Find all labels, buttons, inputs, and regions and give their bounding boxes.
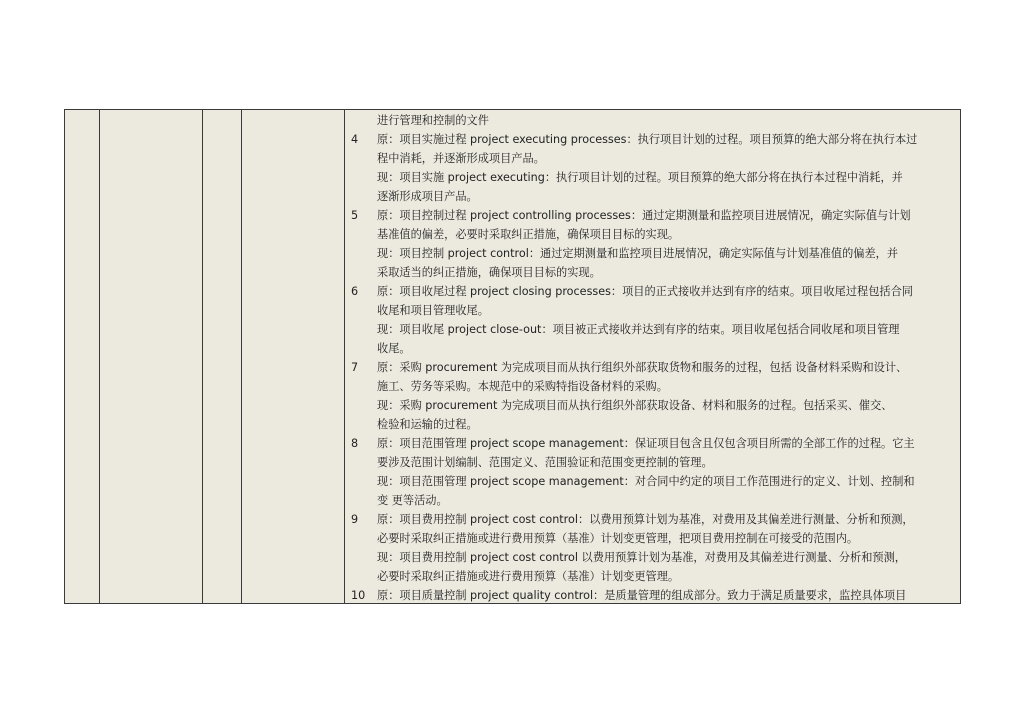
- item-number: 10: [351, 589, 366, 602]
- line-text: 检验和运输的过程。: [377, 418, 478, 431]
- line-text: 原：项目质量控制 project quality control：是质量管理的组成部分。致力于满足质量要求，监控具体项目: [377, 589, 907, 602]
- text-line: [345, 130, 960, 149]
- line-text: 必要时采取纠正措施或进行费用预算（基准）计划变更管理。: [377, 570, 680, 583]
- column-divider: [99, 110, 100, 603]
- line-text: 采取适当的纠正措施，确保项目目标的实现。: [377, 266, 601, 279]
- line-text: 现：项目控制 project control：通过定期测量和监控项目进展情况，确定实际值与计划基准值的偏差，并: [377, 247, 899, 260]
- line-text: 逐渐形成项目产品。: [377, 190, 478, 203]
- text-line: [345, 358, 960, 377]
- column-divider: [202, 110, 203, 603]
- item-number: 7: [351, 361, 359, 374]
- text-line: [345, 149, 960, 168]
- item-number: 4: [351, 133, 359, 146]
- text-line: [345, 510, 960, 529]
- text-line: [345, 529, 960, 548]
- text-line: [345, 282, 960, 301]
- line-text: 现：项目实施 project executing：执行项目计划的过程。项目预算的绝大部分将在执行本过程中消耗，并: [377, 171, 903, 184]
- line-text: 基准值的偏差，必要时采取纠正措施，确保项目目标的实现。: [377, 228, 680, 241]
- text-line: [345, 548, 960, 567]
- line-text: 现：采购 procurement 为完成项目而从执行组织外部获取设备、材料和服务的过程。包括采买、催交、: [377, 399, 893, 412]
- text-line: [345, 472, 960, 491]
- document-table: [64, 109, 961, 604]
- text-line: [345, 396, 960, 415]
- text-line: [345, 491, 960, 510]
- text-line: [345, 339, 960, 358]
- text-line: [345, 263, 960, 282]
- text-line: [345, 301, 960, 320]
- column-divider: [241, 110, 242, 603]
- line-text: 必要时采取纠正措施或进行费用预算（基准）计划变更管理，把项目费用控制在可接受的范围内。: [377, 532, 859, 545]
- text-line: [345, 206, 960, 225]
- line-text: 程中消耗，并逐渐形成项目产品。: [377, 152, 545, 165]
- line-text: 收尾和项目管理收尾。: [377, 304, 489, 317]
- text-line: [345, 453, 960, 472]
- line-text: 原：项目实施过程 project executing processes：执行项目计划的过程。项目预算的绝大部分将在执行本过: [377, 133, 918, 146]
- text-line: [345, 586, 960, 603]
- text-line: [345, 434, 960, 453]
- line-text: 现：项目收尾 project close-out：项目被正式接收并达到有序的结束。项目收尾包括合同收尾和项目管理: [377, 323, 900, 336]
- line-text: 原：采购 procurement 为完成项目而从执行组织外部获取货物和服务的过程，包括 设备材料采购和设计、: [377, 361, 908, 374]
- item-number: 8: [351, 437, 359, 450]
- text-line: [345, 567, 960, 586]
- text-line: [345, 415, 960, 434]
- line-text: 原：项目范围管理 project scope management：保证项目包含且仅包含项目所需的全部工作的过程。它主: [377, 437, 915, 450]
- text-line: [345, 111, 960, 130]
- line-text: 收尾。: [377, 342, 411, 355]
- line-text: 要涉及范围计划编制、范围定义、范围验证和范围变更控制的管理。: [377, 456, 713, 469]
- text-line: [345, 187, 960, 206]
- item-number: 9: [351, 513, 359, 526]
- line-text: 原：项目控制过程 project controlling processes：通过定期测量和监控项目进展情况，确定实际值与计划: [377, 209, 911, 222]
- text-line: [345, 320, 960, 339]
- text-line: [345, 168, 960, 187]
- line-text: 现：项目费用控制 project cost control 以费用预算计划为基准，对费用及其偏差进行测量、分析和预测，: [377, 551, 906, 564]
- item-number: 6: [351, 285, 359, 298]
- line-text: 现：项目范围管理 project scope management：对合同中约定的项目工作范围进行的定义、计划、控制和: [377, 475, 915, 488]
- text-line: [345, 377, 960, 396]
- line-text: 原：项目收尾过程 project closing processes：项目的正式接收并达到有序的结束。项目收尾过程包括合同: [377, 285, 913, 298]
- text-line: [345, 244, 960, 263]
- text-line: [345, 225, 960, 244]
- table-text-cell: [345, 110, 960, 603]
- line-text: 施工、劳务等采购。本规范中的采购特指设备材料的采购。: [377, 380, 668, 393]
- line-text: 变 更等活动。: [377, 494, 448, 507]
- line-text: 原：项目费用控制 project cost control：以费用预算计划为基准，对费用及其偏差进行测量、分析和预测，: [377, 513, 914, 526]
- item-number: 5: [351, 209, 359, 222]
- line-text: 进行管理和控制的文件: [377, 114, 489, 127]
